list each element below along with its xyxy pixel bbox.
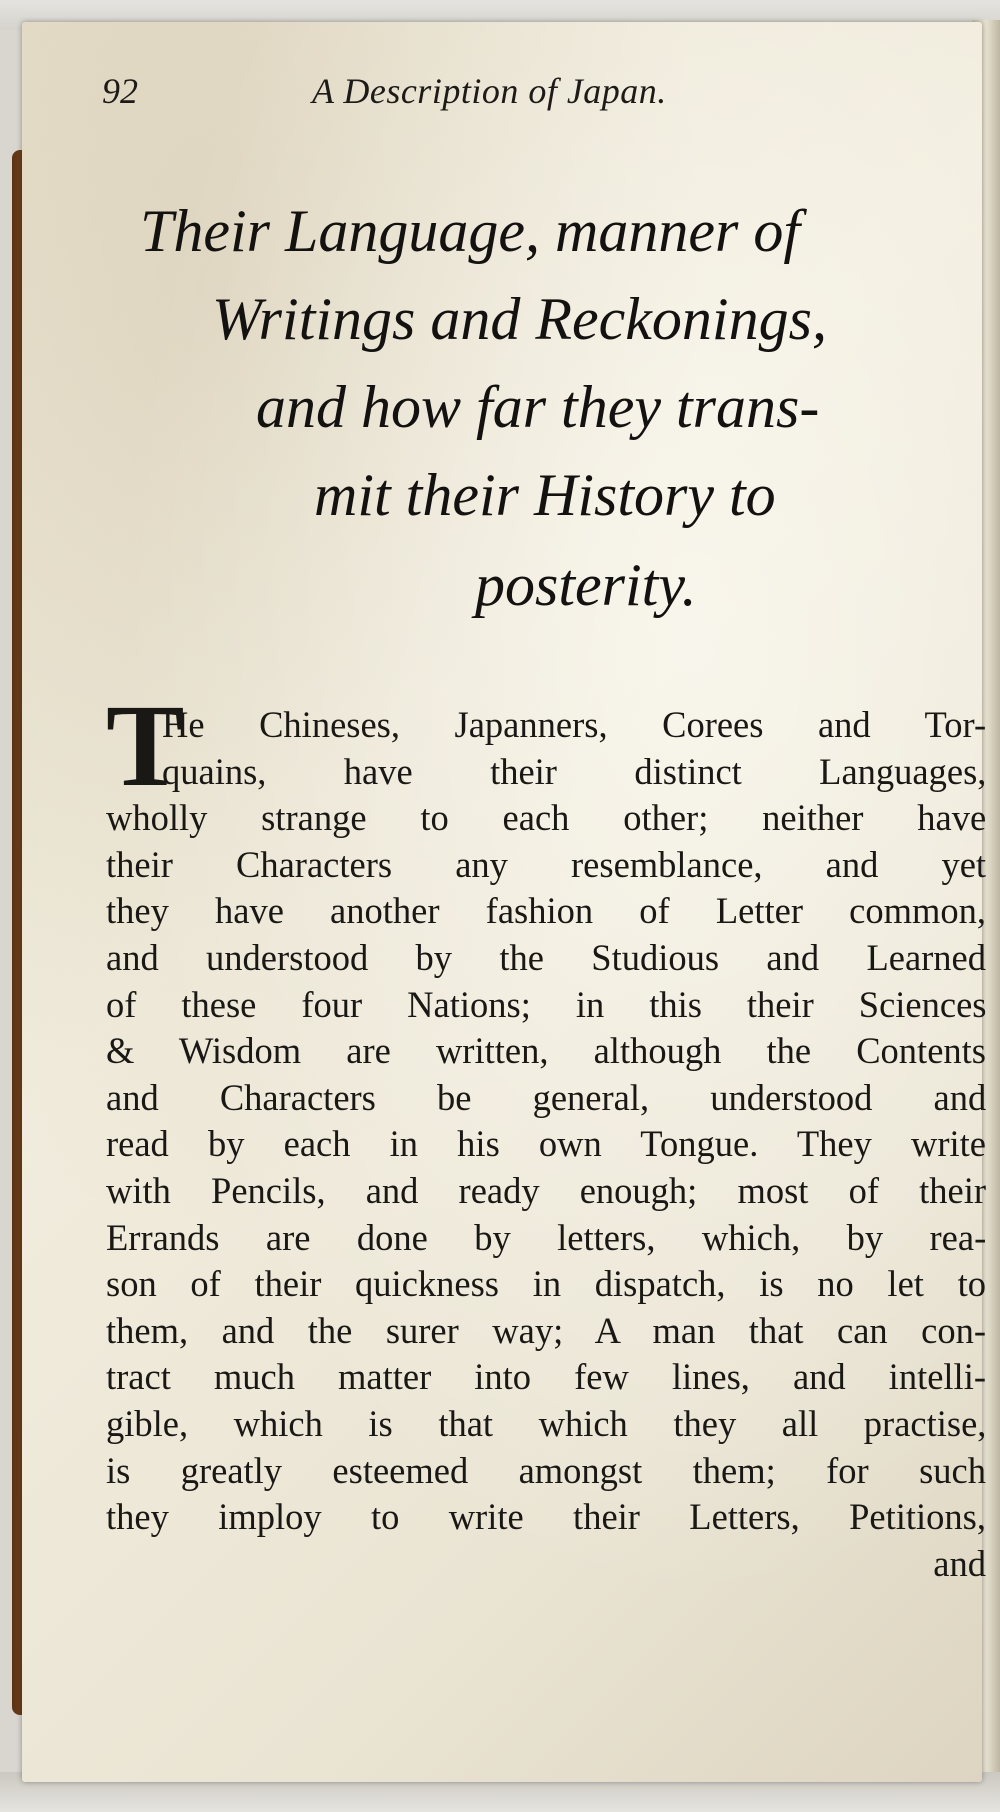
- text-line: wholly strange to each other; neither have: [106, 797, 987, 839]
- chapter-title-line: Their Language, manner of: [140, 198, 800, 264]
- drop-cap: T: [106, 680, 185, 811]
- text-line: they have another fashion of Letter common,: [106, 890, 986, 932]
- text-line: with Pencils, and ready enough; most of their: [106, 1169, 986, 1211]
- text-line: and understood by the Studious and Learned: [106, 936, 986, 978]
- catchword: and: [933, 1542, 986, 1584]
- text-line: their Characters any resemblance, and yet: [106, 843, 987, 885]
- body-text: [106, 680, 987, 1587]
- chapter-title-line: and how far they trans-: [256, 374, 820, 440]
- chapter-title-line: mit their History to: [314, 462, 776, 528]
- drop-cap-indented-lines: [106, 702, 986, 795]
- chapter-title-line: Writings and Reckonings,: [212, 286, 827, 352]
- text-line: quains, have their distinct Languages,: [162, 750, 987, 792]
- text-line: of these four Nations; in this their Sciences: [106, 983, 987, 1025]
- text-line: & Wisdom are written, although the Contents: [106, 1030, 986, 1072]
- text-line: tract much matter into few lines, and intelli-: [106, 1356, 986, 1398]
- page-number: 92: [102, 71, 138, 111]
- text-line: is greatly esteemed amongst them; for such: [106, 1449, 986, 1491]
- text-line: Errands are done by letters, which, by rea-: [106, 1216, 987, 1258]
- text-line: and Characters be general, understood and: [106, 1076, 987, 1118]
- page-header: [102, 70, 762, 130]
- text-line: son of their quickness in dispatch, is no let to: [106, 1263, 986, 1305]
- text-line: they imploy to write their Letters, Petitions,: [106, 1496, 986, 1538]
- text-line: them, and the surer way; A man that can con-: [106, 1309, 986, 1351]
- book-page: [22, 22, 987, 1782]
- text-line: read by each in his own Tongue. They write: [106, 1123, 986, 1165]
- text-line: He Chineses, Japanners, Corees and Tor-: [162, 704, 987, 745]
- chapter-title-line: posterity.: [475, 552, 697, 618]
- running-title: A Description of Japan.: [312, 71, 667, 111]
- text-line: gible, which is that which they all practise,: [106, 1402, 987, 1444]
